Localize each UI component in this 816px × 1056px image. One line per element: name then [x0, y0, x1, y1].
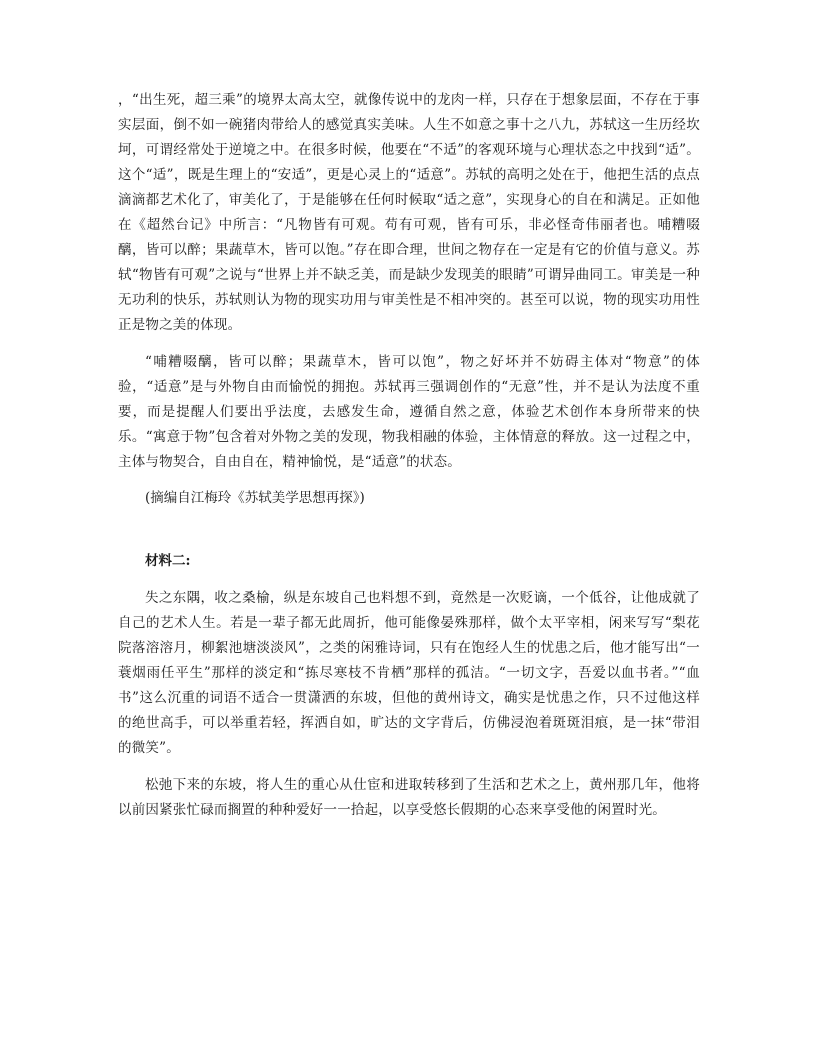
paragraph-gap — [118, 574, 700, 586]
paragraph-gap — [118, 475, 700, 486]
paragraph-3: 失之东隅，收之桑榆，纵是东坡自己也料想不到，竟然是一次贬谪，一个低谷，让他成就了自己的艺术人生。若是一辈子都无此周折，他可能像晏殊那样，做个太平宰相，闲来写写“梨花院落溶溶月，柳絮池塘淡淡风”，之类的闲雅诗词，只有在饱经人生的忧患之后，他才能写出“一蓑烟雨任平生”那样的淡定和“拣尽寒枝不肯栖”那样的孤洁。“一切文字，吾爱以血书者。”“血书”这么沉重的词语不适合一贯潇洒的东坡，但他的黄州诗文，确实是忧患之作，只不过他这样的绝世高手，可以举重若轻，挥洒自如，旷达的文字背后，仿佛浸泡着斑斑泪痕，是一抹“带泪的微笑”。 — [118, 590, 700, 756]
paragraph-gap — [118, 761, 700, 773]
paragraph-1: ，“出生死，超三乘”的境界太高太空，就像传说中的龙肉一样，只存在于想象层面，不存在于事实层面，倒不如一碗猪肉带给人的感觉真实美味。人生不如意之事十之八九，苏轼这一生历经坎坷，可谓经常处于逆境之中。在很多时候，他要在“不适”的客观环境与心理状态之中找到“适”。这个“适”，既是生理上的“安适”，更是心灵上的“适意”。苏轼的高明之处在于，他把生活的点点滴滴都艺术化了，审美化了，于是能够在任何时候取“适之意”，实现身心的自在和满足。正如他在《超然台记》中所言：“凡物皆有可观。苟有可观，皆有可乐，非必怪奇伟丽者也。哺糟啜醨，皆可以醉；果蔬草木，皆可以饱。”存在即合理，世间之物存在一定是有它的价值与意义。苏轼“物皆有可观”之说与“世界上并不缺乏美，而是缺少发现美的眼睛”可谓异曲同工。审美是一种无功利的快乐，苏轼则认为物的现实功用与审美性是不相冲突的。甚至可以说，物的现实功用性正是物之美的体现。 — [118, 92, 700, 333]
paragraph-2: “哺糟啜醨，皆可以醉；果蔬草木，皆可以饱”，物之好坏并不妨碍主体对“物意”的体验，“适意”是与外物自由而愉悦的拥抱。苏轼再三强调创作的“无意”性，并不是认为法度不重要，而是提醒人们要出乎法度，去感发生命，遵循自然之意，体验艺术创作本身所带来的快乐。“寓意于物”包含着对外物之美的发现，物我相融的体验，主体情意的释放。这一过程之中，主体与物契合，自由自在，精神愉悦，是“适意”的状态。 — [118, 354, 700, 470]
paragraph-4: 松弛下来的东坡，将人生的重心从仕宦和进取转移到了生活和艺术之上，黄州那几年，他将以前因紧张忙碌而搁置的种种爱好一一拾起，以享受悠长假期的心态来享受他的闲置时光。 — [118, 777, 700, 818]
section-heading: 材料二: — [145, 553, 191, 569]
source-citation: (摘编自江梅玲《苏轼美学思想再探》) — [145, 490, 365, 506]
document-body — [118, 88, 700, 823]
section-gap — [118, 511, 700, 549]
paragraph-gap — [118, 338, 700, 350]
